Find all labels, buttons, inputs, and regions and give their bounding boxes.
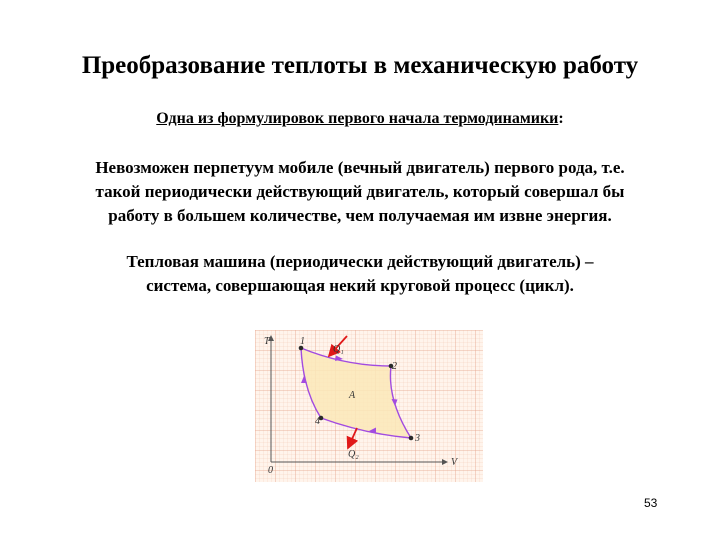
- x-axis-label: V: [451, 457, 458, 468]
- paragraph-line: система, совершающая некий круговой процесс (цикл).: [146, 276, 574, 295]
- paragraph-line: Невозможен перпетуум мобиле (вечный двигатель) первого рода, т.е.: [95, 158, 625, 177]
- subtitle-colon: :: [558, 110, 564, 127]
- paragraph-heat-engine: [30, 250, 690, 298]
- point-label-2: 2: [392, 361, 397, 372]
- origin-label: 0: [268, 465, 273, 476]
- point-label-1: 1: [300, 336, 305, 347]
- work-label: A: [349, 390, 356, 401]
- cycle-point-3: [409, 436, 414, 441]
- paragraph-line: работу в большем количестве, чем получаемая им извне энергия.: [108, 206, 612, 225]
- slide-title: Преобразование теплоты в механическую работу: [81, 52, 639, 79]
- point-label-4: 4: [315, 416, 320, 427]
- heat-in-label: Q₁: [333, 344, 344, 355]
- slide-subtitle: [0, 110, 720, 128]
- paragraph-perpetuum-mobile: [30, 156, 690, 228]
- heat-out-label: Q₂: [348, 449, 359, 460]
- y-axis-label: T: [264, 336, 270, 347]
- point-label-3: 3: [415, 433, 420, 444]
- cycle-diagram-svg: [255, 330, 483, 482]
- page-number: 53: [644, 496, 658, 510]
- thermodynamic-cycle-diagram: [255, 330, 483, 482]
- paragraph-line: Тепловая машина (периодически действующий двигатель) –: [126, 252, 594, 271]
- subtitle-underlined-text: Одна из формулировок первого начала термодинамики: [156, 110, 559, 127]
- paragraph-line: такой периодически действующий двигатель, который совершал бы: [95, 182, 625, 201]
